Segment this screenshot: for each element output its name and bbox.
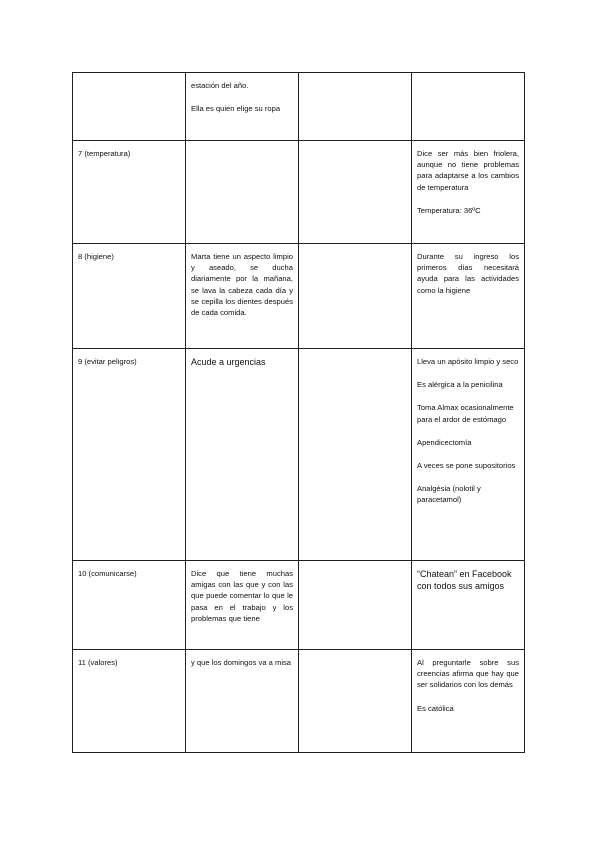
table-row (73, 244, 525, 349)
need-cell: 10 (comunicarse) (73, 561, 186, 650)
cell-paragraph: Marta tiene un aspecto limpio y aseado, se ducha diariamente por la mañana, se lava la cabeza cada día y se cepilla los dientes después de cada comida. (191, 252, 293, 318)
observation-cell (186, 650, 299, 753)
cell-paragraph: Dice ser más bien friolera, aunque no tiene problemas para adaptarse a los cambios de temperatura (417, 149, 519, 192)
empty-cell (299, 141, 412, 244)
cell-paragraph: y que los domingos va a misa (191, 658, 292, 667)
data-cell (412, 561, 525, 650)
empty-cell (299, 73, 412, 141)
cell-paragraph: Apendicectomía (417, 437, 472, 447)
observation-cell (186, 561, 299, 650)
assessment-table (72, 72, 525, 753)
empty-cell (299, 244, 412, 349)
data-cell (412, 244, 525, 349)
need-cell: 8 (higiene) (73, 244, 186, 349)
need-cell (73, 73, 186, 141)
cell-paragraph: Analgésia (nolotil y paracetamol) (417, 484, 481, 505)
need-cell: 9 (evitar peligros) (73, 349, 186, 561)
observation-cell (186, 73, 299, 141)
empty-cell (299, 349, 412, 561)
table-row (73, 650, 525, 753)
cell-paragraph: Dice que tiene muchas amigas con las que y con las que puede comentar lo que le pasa en el trabajo y los problemas que tiene (191, 569, 293, 623)
table-row (73, 73, 525, 141)
cell-paragraph: Al preguntarle sobre sus creencias afirma que hay que ser solidarios con los demás (417, 658, 519, 690)
cell-paragraph: Lleva un apósito limpio y seco (417, 357, 519, 366)
observation-cell (186, 349, 299, 561)
cell-paragraph: “Chatean” en Facebook con todos sus amigos (417, 569, 512, 591)
cell-paragraph: estación del año. (191, 81, 249, 90)
need-cell: 7 (temperatura) (73, 141, 186, 244)
cell-paragraph: Toma Almax ocasionalmente para el ardor de estómago (417, 403, 514, 424)
cell-paragraph: A veces se pone supositorios (417, 461, 516, 471)
data-cell (412, 349, 525, 561)
cell-paragraph: Es alérgica a la penicilina (417, 380, 503, 390)
cell-paragraph: Acude a urgencias (191, 357, 266, 367)
data-cell (412, 73, 525, 141)
cell-paragraph: Temperatura: 36ºC (417, 205, 481, 215)
data-cell (412, 650, 525, 753)
table-row (73, 349, 525, 561)
observation-cell (186, 244, 299, 349)
table-row (73, 561, 525, 650)
table-row (73, 141, 525, 244)
cell-paragraph: Durante su ingreso los primeros días necesitará ayuda para las actividades como la higiene (417, 252, 519, 295)
cell-paragraph: Ella es quien elige su ropa (191, 104, 281, 114)
observation-cell (186, 141, 299, 244)
cell-paragraph: Es católica (417, 703, 454, 713)
empty-cell (299, 650, 412, 753)
need-cell: 11 (valores) (73, 650, 186, 753)
data-cell (412, 141, 525, 244)
empty-cell (299, 561, 412, 650)
